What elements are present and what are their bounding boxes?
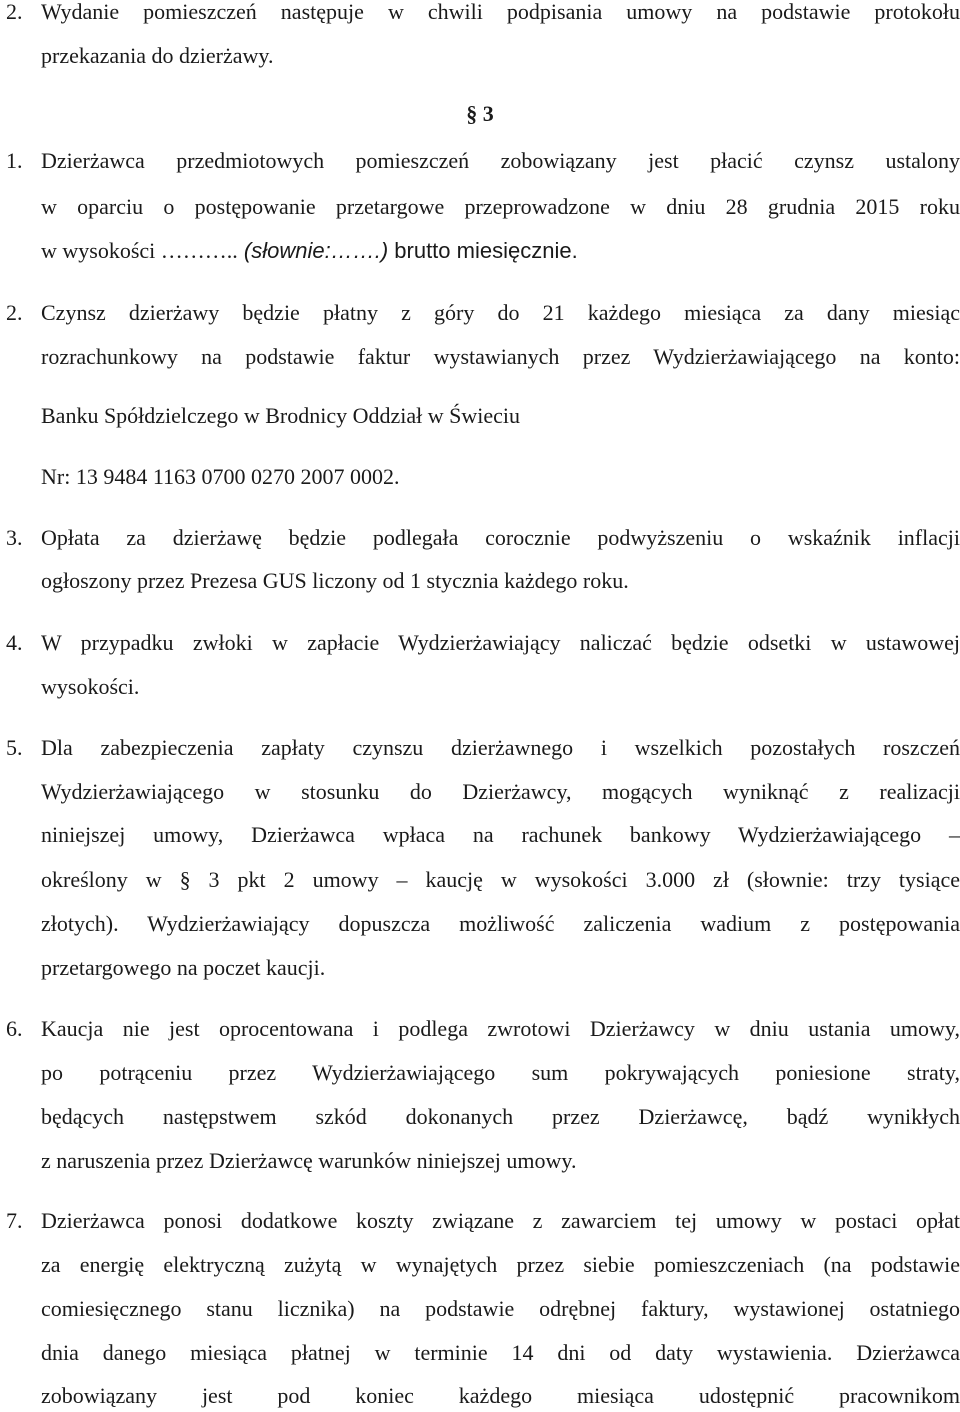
bank-name: Banku Spółdzielczego w Brodnicy Oddział w Świeciu	[41, 403, 521, 428]
text-line: Wydanie pomieszczeń następuje w chwili podpisania umowy na podstawie protokołu	[41, 0, 960, 24]
text-line: w oparciu o postępowanie przetargowe przeprowadzone w dniu 28 grudnia 2015 roku	[41, 194, 960, 219]
text-line-amount	[41, 236, 960, 266]
text-line: przetargowego na poczet kaucji.	[41, 955, 326, 980]
text-line: dnia danego miesiąca płatnej w terminie 14 dni od daty wystawienia. Dzierżawca	[41, 1340, 960, 1365]
text-line: Opłata za dzierżawę będzie podlegała corocznie podwyższeniu o wskaźnik inflacji	[41, 525, 960, 550]
account-number: Nr: 13 9484 1163 0700 0270 2007 0002.	[41, 464, 400, 489]
text-line: comiesięcznego stanu licznika) na podstawie odrębnej faktury, wystawionej ostatniego	[41, 1296, 960, 1321]
text-line: Dla zabezpieczenia zapłaty czynszu dzierżawnego i wszelkich pozostałych roszczeń	[41, 735, 960, 760]
text-line: ogłoszony przez Prezesa GUS liczony od 1 stycznia każdego roku.	[41, 568, 629, 593]
item-number: 2.	[6, 300, 23, 325]
text-line: Dzierżawca przedmiotowych pomieszczeń zobowiązany jest płacić czynsz ustalony	[41, 148, 960, 173]
text-line: rozrachunkowy na podstawie faktur wystawianych przez Wydzierżawiającego na konto:	[41, 344, 960, 369]
item-number: 6.	[6, 1016, 23, 1041]
text-line: z naruszenia przez Dzierżawcę warunków niniejszej umowy.	[41, 1148, 577, 1173]
amount-prefix: w wysokości ………..	[41, 238, 238, 263]
item-number: 2.	[6, 0, 23, 24]
text-line: złotych). Wydzierżawiający dopuszcza możliwość zaliczenia wadium z postępowania	[41, 911, 960, 936]
item-number: 3.	[6, 525, 23, 550]
text-line: Wydzierżawiającego w stosunku do Dzierżawcy, mogących wyniknąć z realizacji	[41, 779, 960, 804]
item-number: 1.	[6, 148, 23, 173]
text-line: za energię elektryczną zużytą w wynajętych przez siebie pomieszczeniach (na podstawie	[41, 1252, 960, 1277]
text-line: niniejszej umowy, Dzierżawca wpłaca na rachunek bankowy Wydzierżawiającego –	[41, 822, 960, 847]
text-line: Czynsz dzierżawy będzie płatny z góry do 21 każdego miesiąca za dany miesiąc	[41, 300, 960, 325]
text-line: Kaucja nie jest oprocentowana i podlega zwrotowi Dzierżawcy w dniu ustania umowy,	[41, 1016, 960, 1041]
item-number: 7.	[6, 1208, 23, 1233]
text-line: przekazania do dzierżawy.	[41, 43, 274, 68]
section-heading: § 3	[466, 101, 494, 126]
item-number: 5.	[6, 735, 23, 760]
amount-words: (słownie:…….)	[237, 238, 395, 263]
text-line: zobowiązany jest pod koniec każdego miesiąca udostępnić pracownikom	[41, 1383, 960, 1408]
item-number: 4.	[6, 630, 23, 655]
amount-suffix: brutto miesięcznie.	[394, 238, 578, 263]
text-line: wysokości.	[41, 674, 140, 699]
text-line: po potrąceniu przez Wydzierżawiającego sum pokrywających poniesione straty,	[41, 1060, 960, 1085]
text-line: Dzierżawca ponosi dodatkowe koszty związane z zawarciem tej umowy w postaci opłat	[41, 1208, 960, 1233]
text-line: będących następstwem szkód dokonanych przez Dzierżawcę, bądź wynikłych	[41, 1104, 960, 1129]
text-line: określony w § 3 pkt 2 umowy – kaucję w wysokości 3.000 zł (słownie: trzy tysiące	[41, 867, 960, 892]
text-line: W przypadku zwłoki w zapłacie Wydzierżawiający naliczać będzie odsetki w ustawowej	[41, 630, 960, 655]
